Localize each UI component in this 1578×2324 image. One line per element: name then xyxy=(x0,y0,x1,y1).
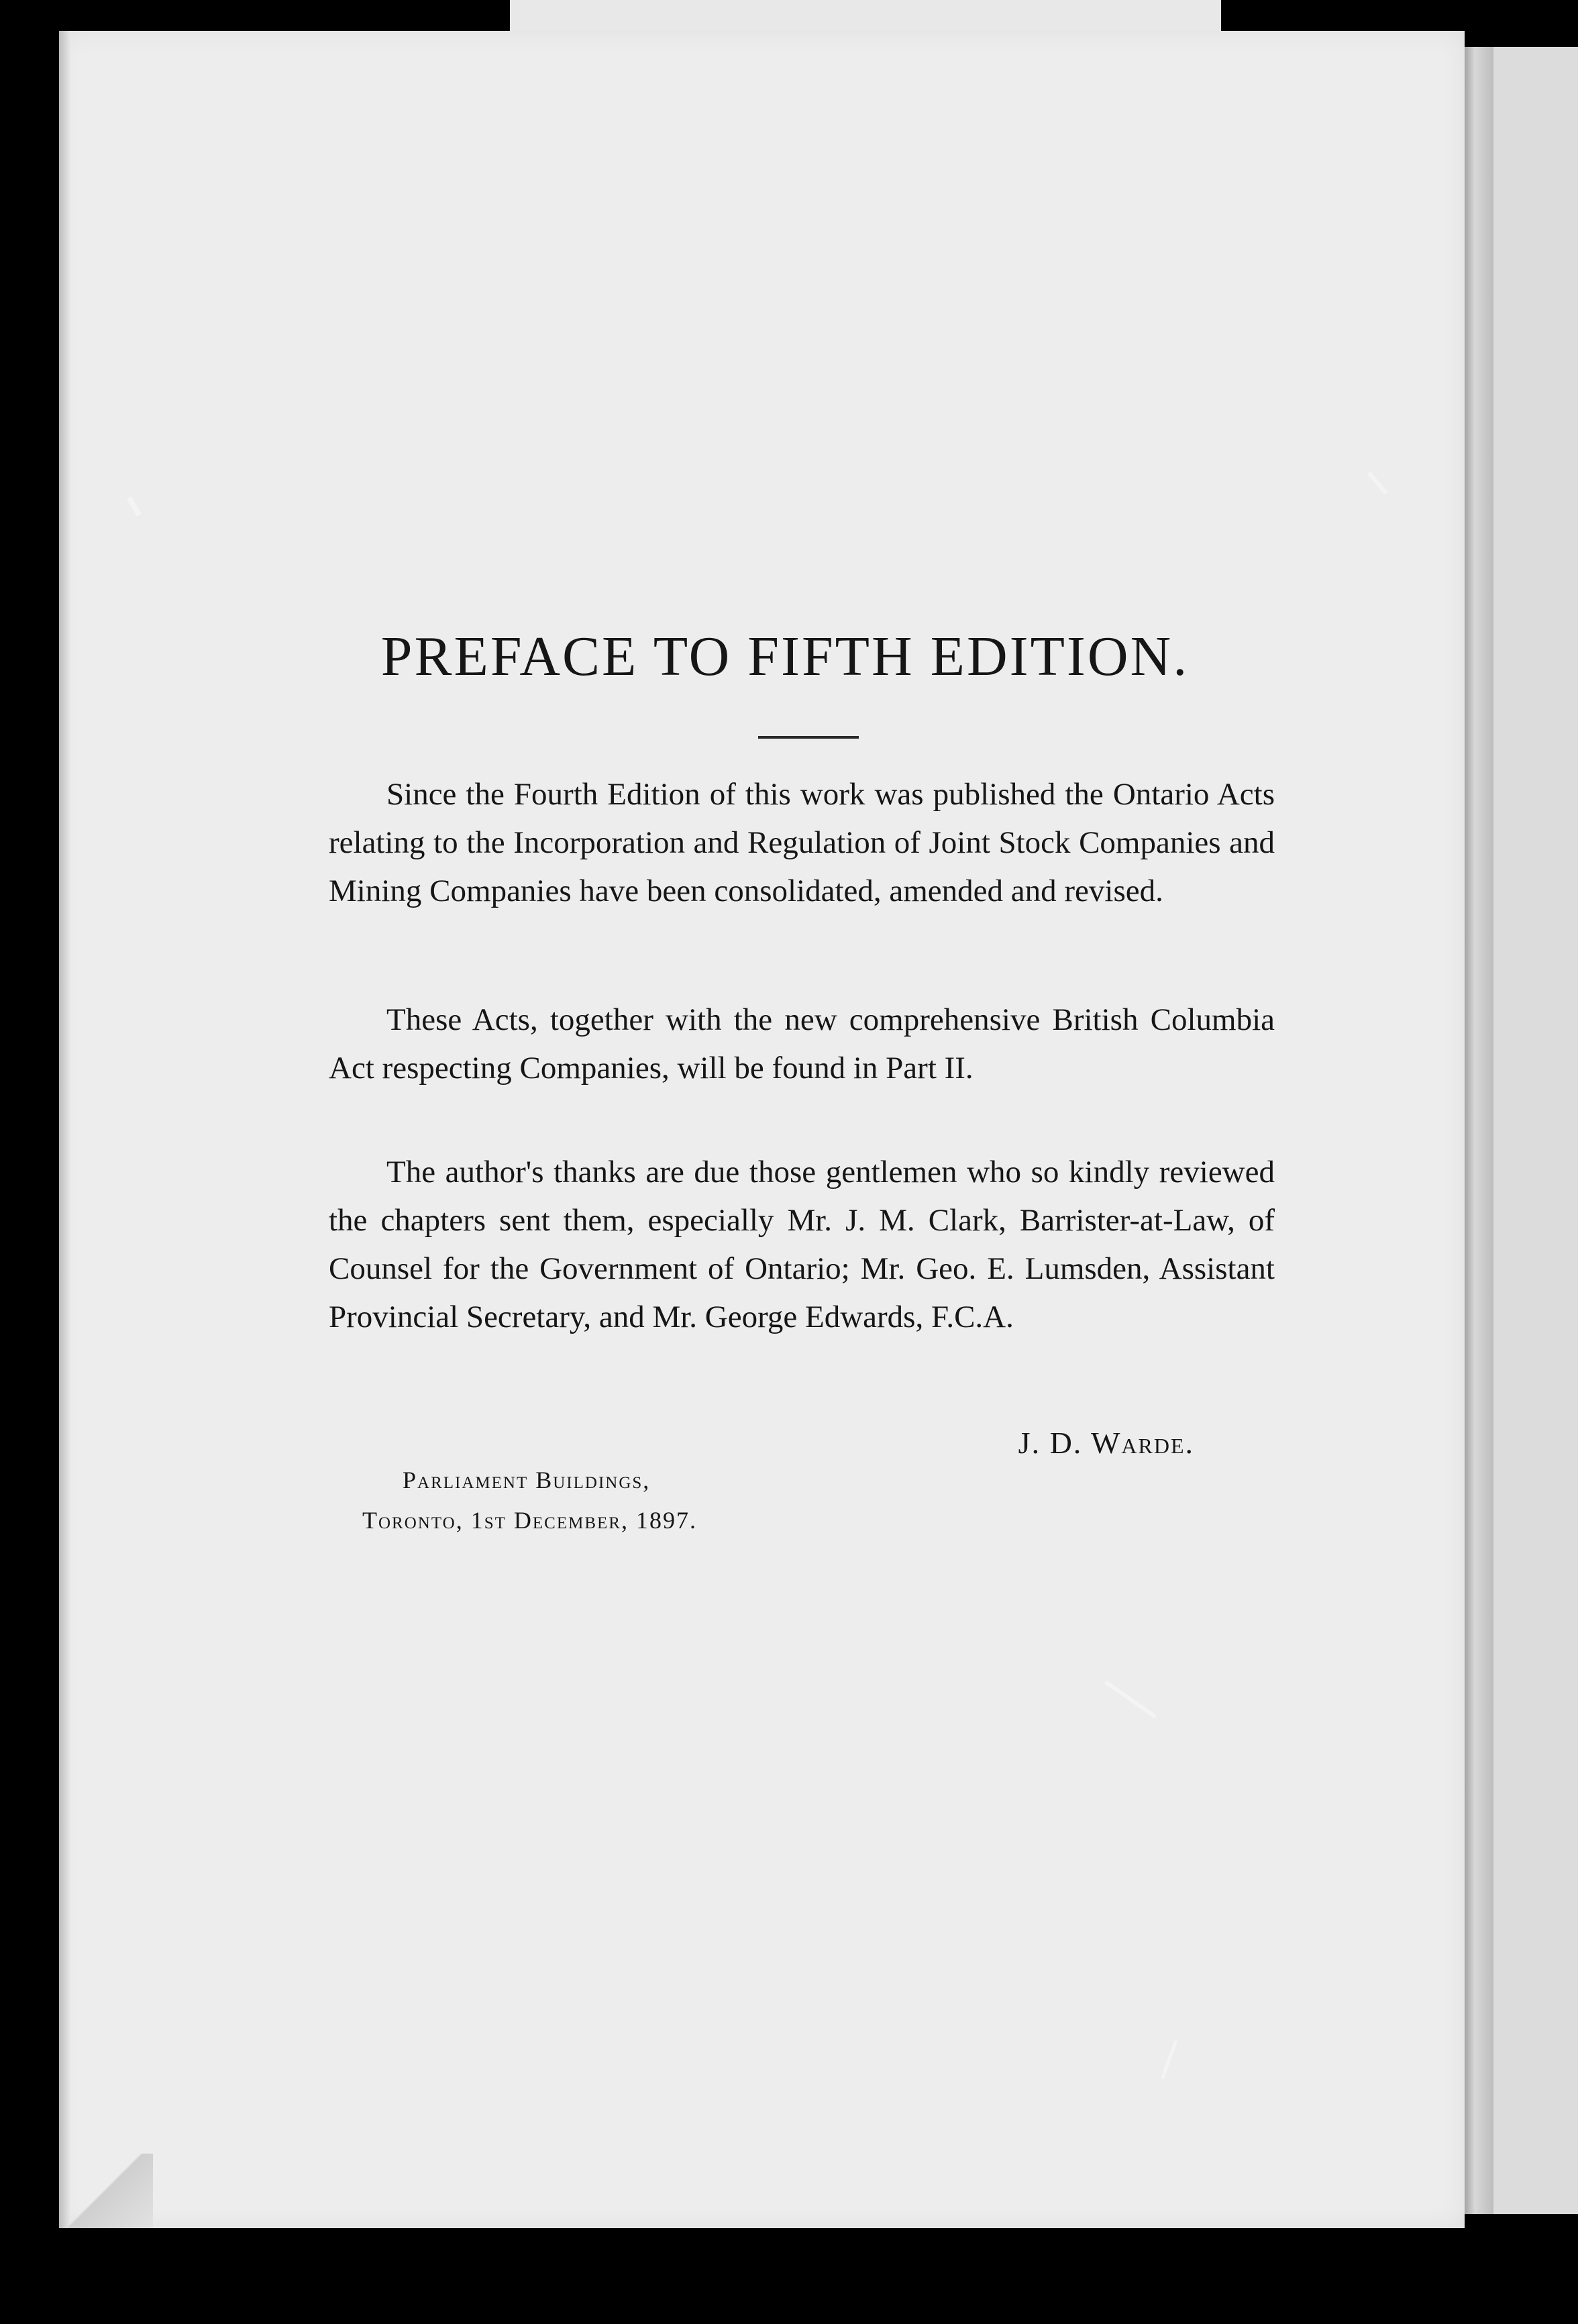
page-left-edge xyxy=(59,31,70,2228)
preface-paragraph-1: Since the Fourth Edition of this work was published the Ontario Acts relating to the Incorporation and Regulation of Joint Stock Companies and Mining Companies have been consolidated, amended and revised. xyxy=(329,777,1275,908)
title-rule xyxy=(758,736,859,739)
book-page xyxy=(59,31,1465,2228)
address-line-1: Parliament Buildings, xyxy=(403,1467,651,1493)
scan-top-tab xyxy=(510,0,1221,31)
preface-paragraph-2: These Acts, together with the new comprehensive British Columbia Act respecting Companies, will be found in Part II. xyxy=(329,1002,1275,1086)
address-line-2: Toronto, 1st December, 1897. xyxy=(362,1507,697,1534)
author-signature: J. D. Warde. xyxy=(1018,1426,1194,1460)
adjacent-page-edge xyxy=(1463,47,1493,2214)
preface-paragraph-3: The author's thanks are due those gentlemen who so kindly reviewed the chapters sent them, especially Mr. J. M. Clark, Barrister-at-Law, of Counsel for the Government of Ontario; Mr. Geo. E. Lumsden, Assistant Provincial Secretary, and Mr. George Edwards, F.C.A. xyxy=(329,1155,1275,1334)
page-title: PREFACE TO FIFTH EDITION. xyxy=(380,625,1190,688)
page-folded-corner xyxy=(59,2154,153,2228)
